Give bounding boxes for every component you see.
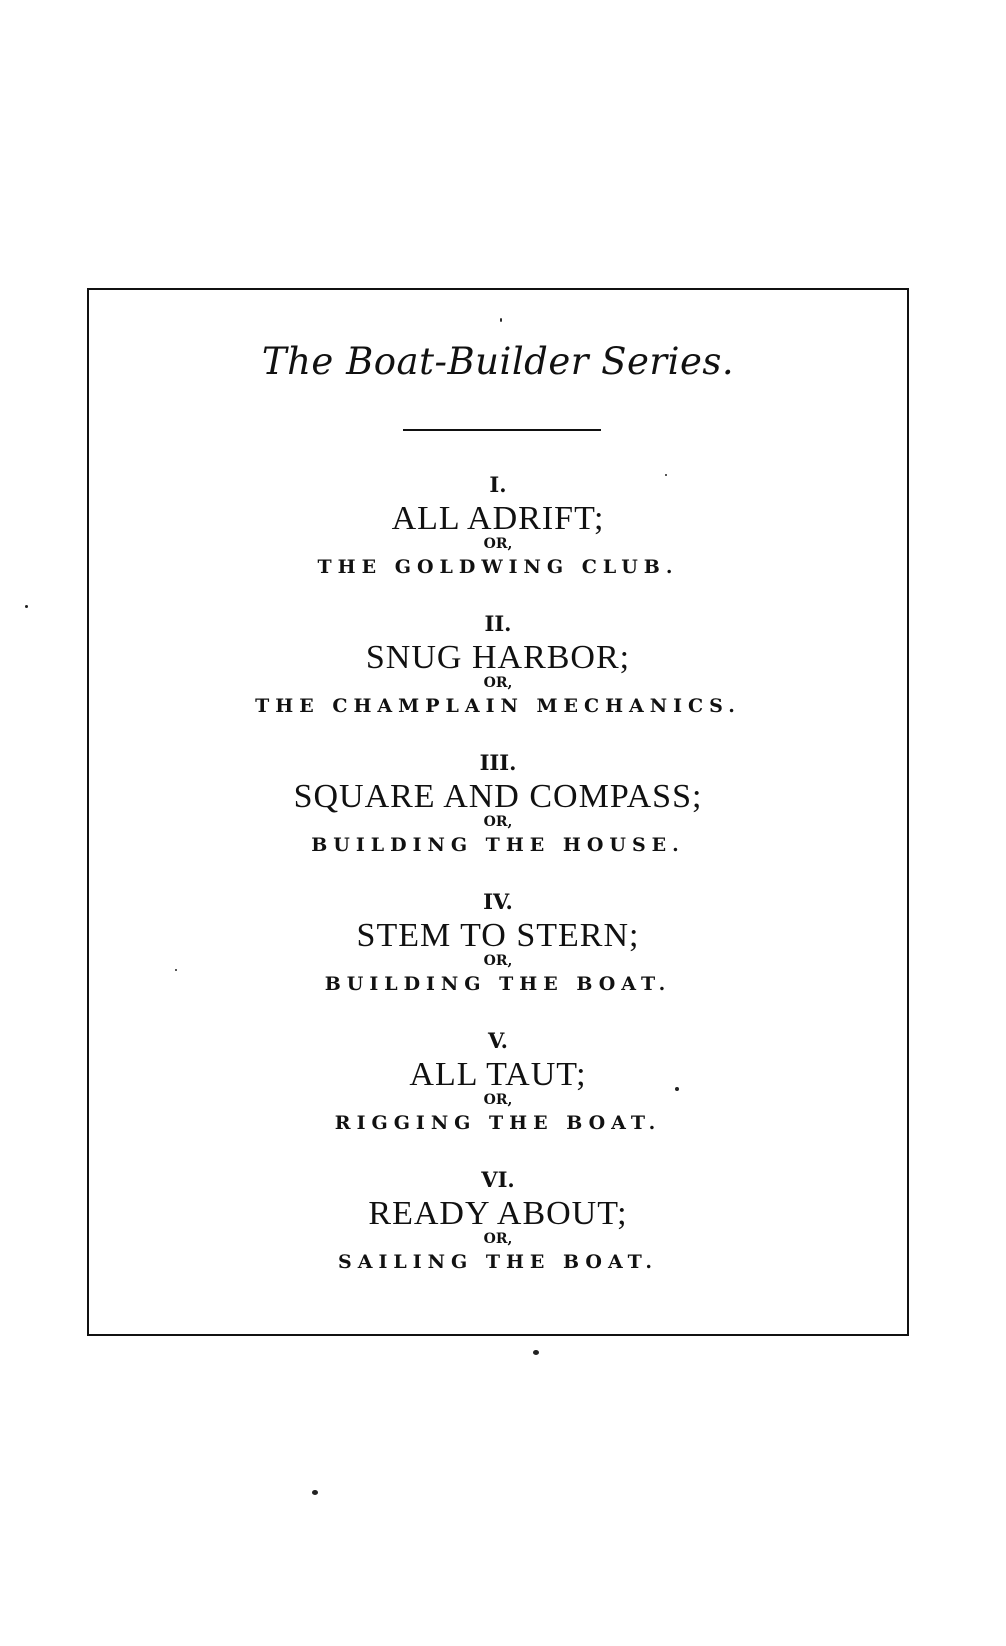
volume-subtitle: BUILDING THE BOAT.: [324, 973, 672, 995]
volume-entry: [89, 611, 907, 750]
series-list-frame: [87, 288, 909, 1336]
volume-subtitle: THE CHAMPLAIN MECHANICS.: [255, 695, 741, 717]
volume-or: OR,: [483, 1231, 513, 1247]
volume-or: OR,: [483, 953, 513, 969]
volume-title: SQUARE AND COMPASS;: [293, 778, 703, 815]
volume-numeral: V.: [488, 1028, 508, 1053]
scan-speck: [533, 1350, 539, 1355]
volume-numeral: II.: [484, 611, 512, 636]
volume-list: [89, 472, 907, 1306]
volume-numeral: III.: [479, 750, 517, 775]
volume-or: OR,: [483, 536, 513, 552]
volume-entry: [89, 1028, 907, 1167]
volume-title: ALL TAUT;: [409, 1056, 587, 1093]
volume-entry: [89, 472, 907, 611]
volume-numeral: IV.: [483, 889, 513, 914]
volume-title: SNUG HARBOR;: [365, 639, 631, 676]
scan-speck: [175, 969, 177, 971]
volume-title: READY ABOUT;: [368, 1195, 628, 1232]
volume-or: OR,: [483, 814, 513, 830]
volume-title: STEM TO STERN;: [356, 917, 640, 954]
scan-speck: [312, 1490, 318, 1495]
scan-speck: [665, 474, 667, 476]
title-rule: [403, 429, 601, 431]
series-title: The Boat-Builder Series.: [261, 340, 735, 383]
volume-subtitle: BUILDING THE HOUSE.: [311, 834, 685, 856]
scan-speck: [25, 605, 28, 608]
volume-numeral: VI.: [481, 1167, 515, 1192]
volume-numeral: I.: [489, 472, 507, 497]
scan-speck: [675, 1087, 679, 1091]
volume-subtitle: THE GOLDWING CLUB.: [317, 556, 679, 578]
volume-entry: [89, 889, 907, 1028]
volume-entry: [89, 750, 907, 889]
volume-subtitle: RIGGING THE BOAT.: [334, 1112, 662, 1134]
volume-or: OR,: [483, 1092, 513, 1108]
scan-speck: [500, 318, 502, 322]
volume-or: OR,: [483, 675, 513, 691]
volume-title: ALL ADRIFT;: [391, 500, 605, 537]
volume-entry: [89, 1167, 907, 1306]
volume-subtitle: SAILING THE BOAT.: [338, 1251, 658, 1273]
